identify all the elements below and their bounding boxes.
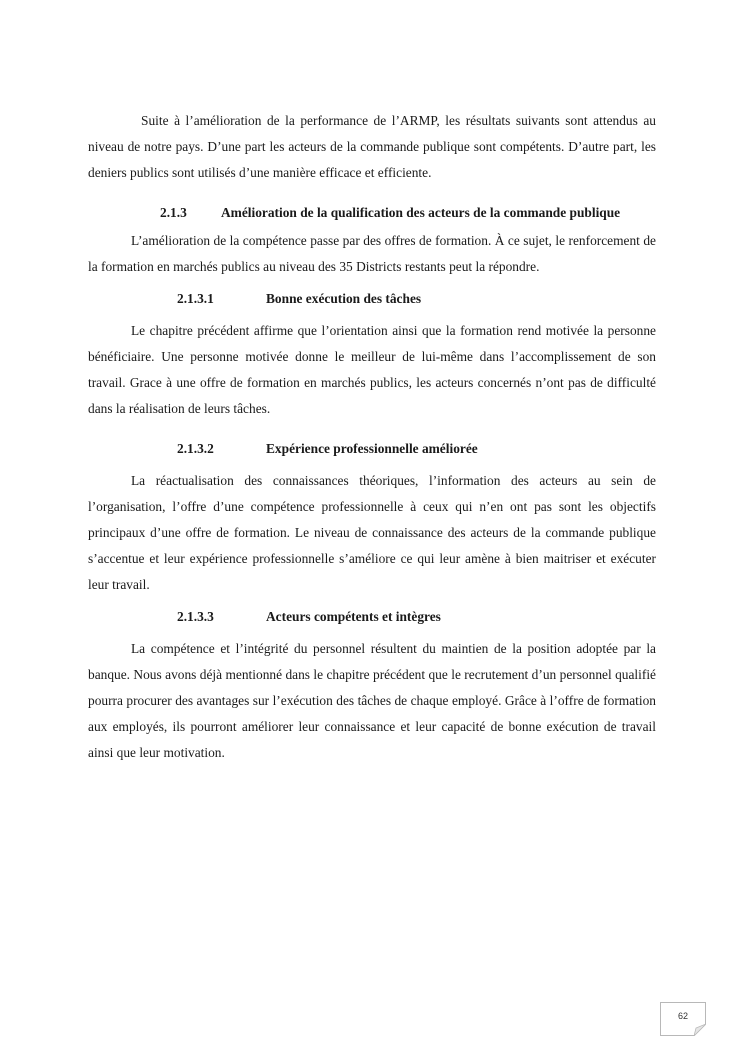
- subsection-number: 2.1.3.1: [177, 291, 214, 306]
- section-number: 2.1.3: [160, 205, 187, 220]
- section-heading: [88, 200, 656, 226]
- intro-paragraph: Suite à l’amélioration de la performance de l’ARMP, les résultats suivants sont attendus au niveau de notre pays. D’une part les acteurs de la commande publique sont compétents. D’autre part, les deniers publics sont utilisés d’une manière efficace et efficiente.: [88, 113, 656, 180]
- subsection-paragraph: La compétence et l’intégrité du personnel résultent du maintien de la position adoptée par la banque. Nous avons déjà mentionné dans le chapitre précédent que le recrutement d’un personnel qualifié pourra procurer des avantages sur l’exécution des tâches de chaque employé. Grâce à l’offre de formation aux employés, ils pourront améliorer leur connaissance et leur capacité de bonne exécution de travail ainsi que leur motivation.: [88, 641, 656, 760]
- subsection-heading: [88, 286, 656, 312]
- page-number-box: [660, 1002, 706, 1036]
- document-page: [88, 108, 656, 766]
- subsection-number: 2.1.3.2: [177, 441, 214, 456]
- subsection-title: Acteurs compétents et intègres: [266, 609, 441, 624]
- page-curl-icon: [694, 1024, 706, 1036]
- subsection-paragraph: Le chapitre précédent affirme que l’orientation ainsi que la formation rend motivée la personne bénéficiaire. Une personne motivée donne le meilleur de lui-même dans l’accomplissement de son travail. Grace à une offre de formation en marchés publics, les acteurs concernés n’ont pas de difficulté dans la réalisation de leurs tâches.: [88, 323, 656, 416]
- subsection-title: Bonne exécution des tâches: [266, 291, 422, 306]
- subsection-heading: [88, 604, 656, 630]
- subsection-title: Expérience professionnelle améliorée: [266, 441, 478, 456]
- section-paragraph: L’amélioration de la compétence passe par des offres de formation. À ce sujet, le renforcement de la formation en marchés publics au niveau des 35 Districts restants peut la répondre.: [88, 233, 656, 274]
- subsection-number: 2.1.3.3: [177, 609, 214, 624]
- section-title: Amélioration de la qualification des acteurs de la commande publique: [221, 205, 621, 220]
- subsection-paragraph: La réactualisation des connaissances théoriques, l’information des acteurs au sein de l’organisation, l’offre d’une compétence professionnelle à ceux qui n’en ont pas sont les objectifs principaux d’une offre de formation. Le niveau de connaissance des acteurs de la commande publique s’accentue et leur expérience professionnelle s’améliore ce qui leur amène à bien maitriser et exécuter leur travail.: [88, 473, 656, 592]
- page-number: 62: [677, 1011, 688, 1021]
- subsection-heading: [88, 436, 656, 462]
